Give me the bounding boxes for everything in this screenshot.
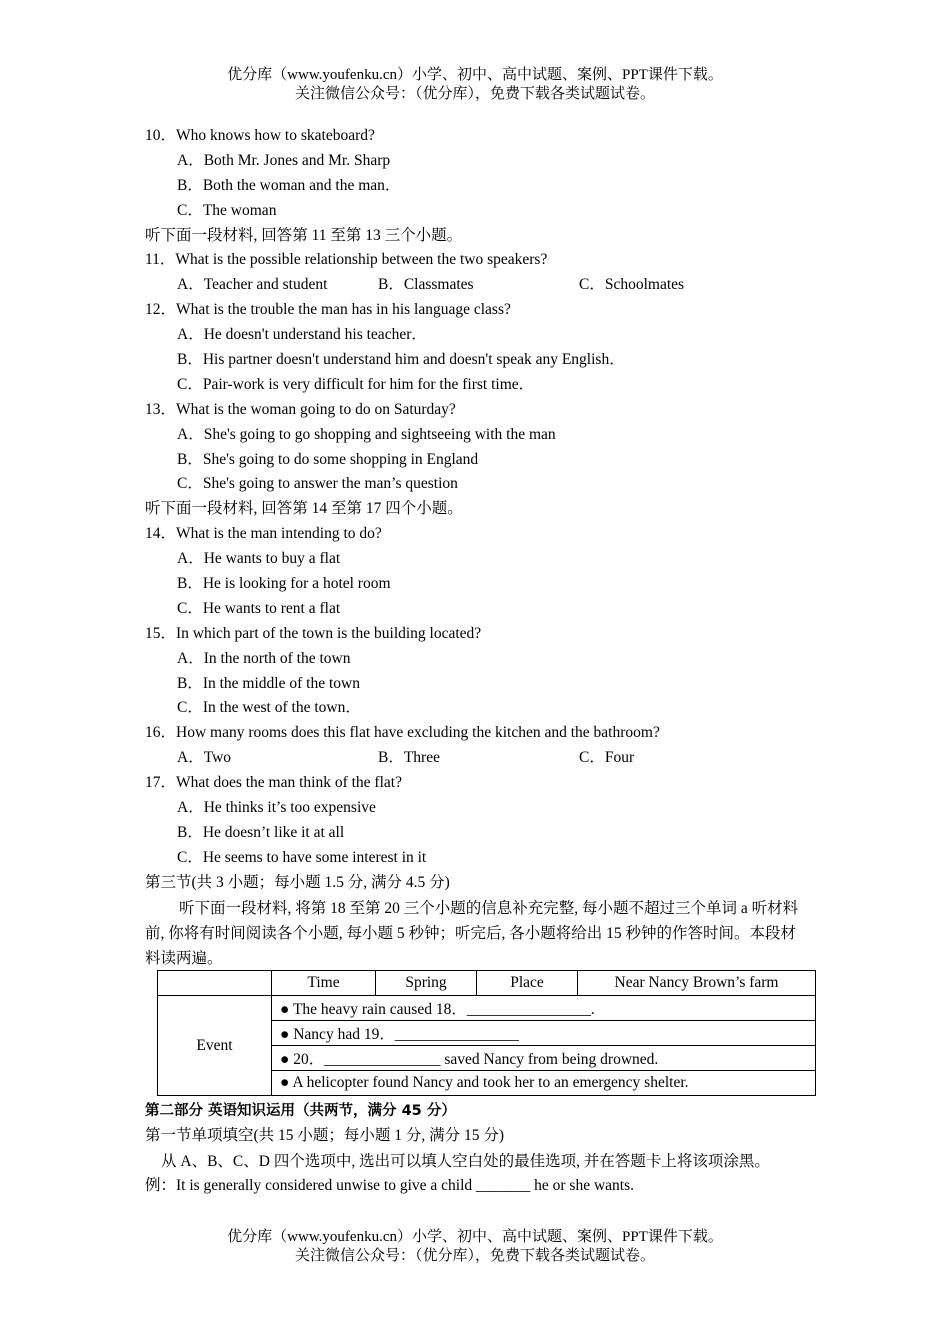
- part-2-title: 第二部分 英语知识运用（共两节，满分 45 分）: [145, 1103, 456, 1119]
- question-15: 15．In which part of the town is the building located?: [145, 624, 482, 642]
- place-value: Near Nancy Brown’s farm: [578, 971, 816, 996]
- question-content: [145, 124, 825, 971]
- question-10: 10．Who knows how to skateboard?: [145, 127, 375, 144]
- q11-option-b: B．Classmates: [378, 276, 474, 294]
- q13-option-c: C．She's going to answer the man’s question: [177, 475, 458, 493]
- table-corner-cell: [158, 971, 272, 996]
- section-3-title: 第三节(共 3 小题；每小题 1.5 分, 满分 4.5 分): [145, 873, 450, 891]
- event-row-helicopter: ● A helicopter found Nancy and took her to an emergency shelter.: [272, 1071, 816, 1096]
- q17-option-c: C．He seems to have some interest in it: [177, 848, 427, 866]
- intro-11-13: 听下面一段材料, 回答第 11 至第 13 三个小题。: [145, 226, 463, 244]
- q13-option-b: B．She's going to do some shopping in England: [177, 450, 479, 468]
- page-header: [0, 66, 950, 104]
- q16-options: [145, 746, 825, 771]
- time-label: Time: [272, 971, 376, 996]
- event-row-18: ● The heavy rain caused 18．________________.: [272, 996, 816, 1021]
- q11-options: [145, 273, 825, 298]
- q11-option-c: C．Schoolmates: [579, 276, 685, 294]
- q16-option-a: A．Two: [177, 749, 232, 767]
- event-table: [157, 970, 816, 1096]
- question-16: 16．How many rooms does this flat have excluding the kitchen and the bathroom?: [145, 724, 660, 742]
- q16-option-c: C．Four: [579, 749, 635, 767]
- part-2-section-1-title: 第一节单项填空(共 15 小题；每小题 1 分, 满分 15 分): [145, 1126, 505, 1144]
- section-3-instructions: 听下面一段材料, 将第 18 至第 20 三个小题的信息补充完整, 每小题不超过三个单词 a 听材料前, 你将有时间阅读各个小题, 每小题 5 秒钟；听完后, 各小题将给出 15 秒钟的作答时间。本段材料读两遍。: [145, 899, 799, 967]
- q14-option-a: A．He wants to buy a flat: [177, 550, 341, 568]
- q14-option-c: C．He wants to rent a flat: [177, 599, 341, 617]
- question-13: 13．What is the woman going to do on Saturday?: [145, 400, 456, 418]
- q10-option-c: C．The woman: [177, 201, 277, 219]
- q12-option-c: C．Pair-work is very difficult for him for the first time．: [177, 375, 535, 393]
- header-line-2: 关注微信公众号：（优分库），免费下载各类试题试卷。: [294, 86, 655, 102]
- q12-option-b: B．His partner doesn't understand him and doesn't speak any English．: [177, 351, 625, 369]
- q17-option-b: B．He doesn’t like it at all: [177, 823, 345, 841]
- q15-option-a: A．In the north of the town: [177, 649, 351, 667]
- question-17: 17．What does the man think of the flat?: [145, 774, 402, 792]
- example-question: 例：It is generally considered unwise to give a child _______ he or she wants.: [145, 1176, 634, 1194]
- q15-option-b: B．In the middle of the town: [177, 674, 360, 692]
- page-footer: [0, 1228, 950, 1266]
- footer-line-1: 优分库（www.youfenku.cn）小学、初中、高中试题、案例、PPT课件下载。: [227, 1229, 723, 1245]
- q10-option-a: A．Both Mr. Jones and Mr. Sharp: [177, 151, 391, 169]
- q17-option-a: A．He thinks it’s too expensive: [177, 799, 376, 817]
- question-14: 14．What is the man intending to do?: [145, 525, 382, 543]
- q16-option-b: B．Three: [378, 749, 440, 767]
- q14-option-b: B．He is looking for a hotel room: [177, 575, 391, 593]
- part-2-instructions: 从 A、B、C、D 四个选项中, 选出可以填人空白处的最佳选项, 并在答题卡上将该项涂黑。: [161, 1152, 770, 1170]
- header-line-1: 优分库（www.youfenku.cn）小学、初中、高中试题、案例、PPT课件下载。: [227, 67, 723, 83]
- event-label: Event: [158, 996, 272, 1096]
- footer-line-2: 关注微信公众号：（优分库），免费下载各类试题试卷。: [294, 1248, 655, 1264]
- time-value: Spring: [376, 971, 477, 996]
- event-row-19: ● Nancy had 19．________________: [272, 1021, 816, 1046]
- place-label: Place: [477, 971, 578, 996]
- q12-option-a: A．He doesn't understand his teacher．: [177, 326, 427, 344]
- q11-option-a: A．Teacher and student: [177, 276, 328, 294]
- event-row-20: ● 20．_______________ saved Nancy from being drowned.: [272, 1046, 816, 1071]
- question-12: 12．What is the trouble the man has in his language class?: [145, 301, 511, 319]
- intro-14-17: 听下面一段材料, 回答第 14 至第 17 四个小题。: [145, 500, 463, 518]
- q15-option-c: C．In the west of the town．: [177, 699, 361, 717]
- part-2-section: [145, 1099, 835, 1199]
- question-11: 11．What is the possible relationship between the two speakers?: [145, 251, 548, 269]
- q13-option-a: A．She's going to go shopping and sightseeing with the man: [177, 425, 556, 443]
- q10-option-b: B．Both the woman and the man．: [177, 176, 401, 194]
